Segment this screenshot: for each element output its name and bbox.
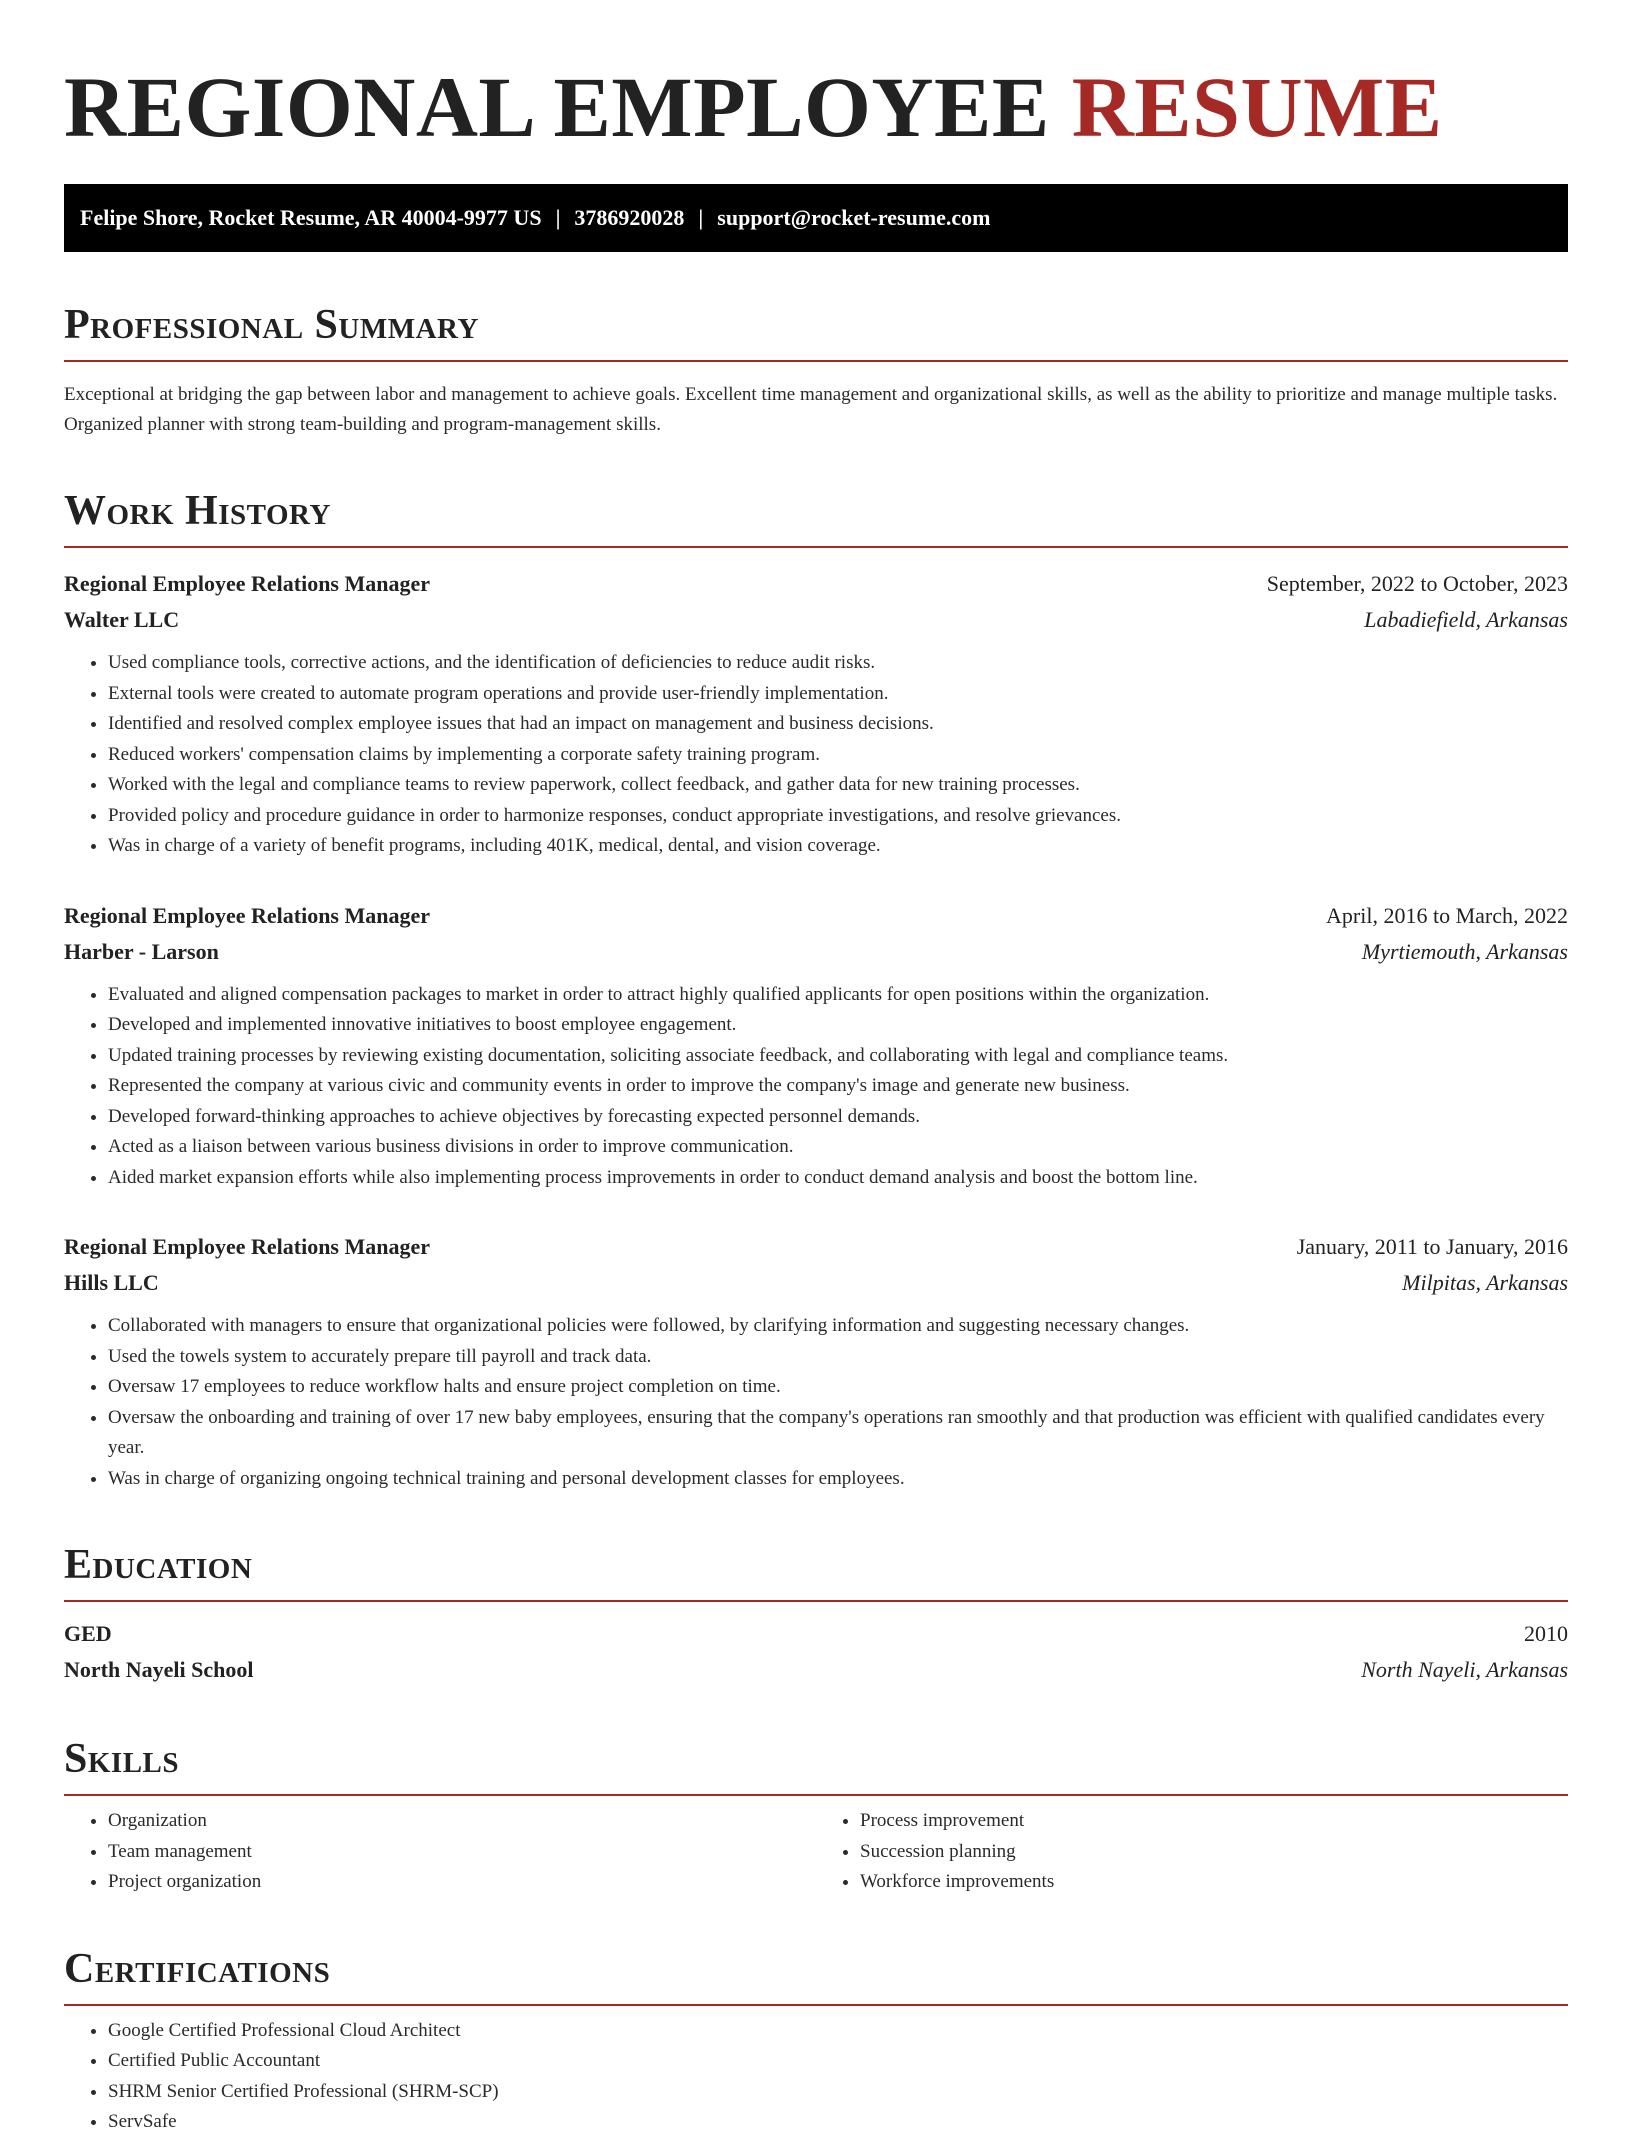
education-year: 2010 bbox=[1524, 1621, 1568, 1646]
education-school-row bbox=[64, 1652, 1568, 1688]
job-company: Walter LLC bbox=[64, 607, 180, 632]
job-title: Regional Employee Relations Manager bbox=[64, 902, 431, 928]
contact-bar bbox=[64, 184, 1568, 252]
job-bullet: • Reduced workers' compensation claims by implementing a corporate safety training program. bbox=[108, 740, 1568, 771]
job-company: Hills LLC bbox=[64, 1270, 159, 1295]
job-company-row bbox=[64, 934, 1568, 970]
skill-item: • Workforce improvements bbox=[860, 1867, 1568, 1898]
certification-item: • ServSafe bbox=[108, 2107, 1568, 2138]
job-bullet: • Developed forward-thinking approaches to achieve objectives by forecasting expected personnel demands. bbox=[108, 1102, 1568, 1133]
job-dates: January, 2011 to January, 2016 bbox=[1296, 1234, 1568, 1259]
section-heading-summary: Professional Summary bbox=[64, 304, 1568, 362]
job-bullet-list bbox=[64, 980, 1568, 1194]
job-bullet-list bbox=[64, 1311, 1568, 1494]
job-bullet: • Represented the company at various civic and community events in order to improve the company's image and generate new business. bbox=[108, 1071, 1568, 1102]
education-degree: GED bbox=[64, 1621, 112, 1646]
job-entry bbox=[64, 898, 1568, 1194]
section-heading-work-history: Work History bbox=[64, 490, 1568, 548]
job-bullet: • Worked with the legal and compliance teams to review paperwork, collect feedback, and gather data for new training processes. bbox=[108, 770, 1568, 801]
skill-item: • Organization bbox=[108, 1806, 816, 1837]
job-bullet: • Was in charge of a variety of benefit programs, including 401K, medical, dental, and vision coverage. bbox=[108, 831, 1568, 862]
job-dates: April, 2016 to March, 2022 bbox=[1326, 902, 1568, 928]
job-bullet: • Used the towels system to accurately prepare till payroll and track data. bbox=[108, 1342, 1568, 1373]
job-title: Regional Employee Relations Manager bbox=[64, 1234, 431, 1259]
job-location: Labadiefield, Arkansas bbox=[1364, 607, 1568, 632]
skills-list-right bbox=[816, 1806, 1568, 1898]
job-header-row bbox=[64, 566, 1568, 602]
job-company-row bbox=[64, 1265, 1568, 1301]
job-bullet: • Used compliance tools, corrective actions, and the identification of deficiencies to reduce audit risks. bbox=[108, 648, 1568, 679]
education-entry bbox=[64, 1616, 1568, 1688]
skills-columns bbox=[64, 1806, 1568, 1898]
job-bullet: • Evaluated and aligned compensation packages to market in order to attract highly qualified applicants for open positions within the organization. bbox=[108, 980, 1568, 1011]
job-bullet: • Collaborated with managers to ensure that organizational policies were followed, by clarifying information and suggesting necessary changes. bbox=[108, 1311, 1568, 1342]
job-entry bbox=[64, 1229, 1568, 1494]
skills-list-left bbox=[64, 1806, 816, 1898]
summary-section bbox=[64, 304, 1568, 440]
job-entry bbox=[64, 566, 1568, 862]
job-location: Milpitas, Arkansas bbox=[1402, 1270, 1568, 1295]
education-school: North Nayeli School bbox=[64, 1657, 254, 1682]
skill-item: • Team management bbox=[108, 1837, 816, 1868]
section-heading-certifications: Certifications bbox=[64, 1948, 1568, 2006]
job-bullet: • Identified and resolved complex employee issues that had an impact on management and business decisions. bbox=[108, 709, 1568, 740]
title-main: REGIONAL EMPLOYEE bbox=[64, 59, 1050, 155]
contact-separator: | bbox=[555, 205, 561, 230]
contact-separator: | bbox=[698, 205, 704, 230]
job-bullet: • Developed and implemented innovative initiatives to boost employee engagement. bbox=[108, 1010, 1568, 1041]
job-header-row bbox=[64, 1229, 1568, 1265]
job-header-row bbox=[64, 898, 1568, 934]
job-bullet: • Oversaw 17 employees to reduce workflow halts and ensure project completion on time. bbox=[108, 1372, 1568, 1403]
contact-phone: 3786920028 bbox=[574, 205, 685, 230]
section-heading-skills: Skills bbox=[64, 1738, 1568, 1796]
certifications-list bbox=[64, 2016, 1568, 2138]
section-heading-education: Education bbox=[64, 1544, 1568, 1602]
job-company: Harber - Larson bbox=[64, 938, 219, 964]
skills-section bbox=[64, 1738, 1568, 1898]
contact-email: support@rocket-resume.com bbox=[717, 205, 991, 230]
job-bullet: • Was in charge of organizing ongoing technical training and personal development classes for employees. bbox=[108, 1464, 1568, 1495]
resume-title bbox=[64, 59, 1568, 155]
certification-item: • Google Certified Professional Cloud Architect bbox=[108, 2016, 1568, 2047]
job-company-row bbox=[64, 602, 1568, 638]
job-bullet: • Updated training processes by reviewing existing documentation, soliciting associate feedback, and collaborating with legal and compliance teams. bbox=[108, 1041, 1568, 1072]
job-bullet: • Acted as a liaison between various business divisions in order to improve communication. bbox=[108, 1132, 1568, 1163]
skill-item: • Process improvement bbox=[860, 1806, 1568, 1837]
contact-address: Felipe Shore, Rocket Resume, AR 40004-9977 US bbox=[80, 205, 542, 230]
certification-item: • SHRM Senior Certified Professional (SHRM-SCP) bbox=[108, 2077, 1568, 2108]
job-location: Myrtiemouth, Arkansas bbox=[1361, 938, 1568, 964]
job-dates: September, 2022 to October, 2023 bbox=[1266, 571, 1568, 596]
education-section bbox=[64, 1544, 1568, 1688]
skill-item: • Project organization bbox=[108, 1867, 816, 1898]
certification-item: • Certified Public Accountant bbox=[108, 2046, 1568, 2077]
education-location: North Nayeli, Arkansas bbox=[1361, 1657, 1568, 1682]
title-accent: RESUME bbox=[1071, 59, 1443, 155]
job-title: Regional Employee Relations Manager bbox=[64, 571, 431, 596]
job-bullet: • External tools were created to automate program operations and provide user-friendly implementation. bbox=[108, 679, 1568, 710]
work-history-section bbox=[64, 490, 1568, 1494]
summary-text: Exceptional at bridging the gap between labor and management to achieve goals. Excellent time management and organizational skills, as well as the ability to prioritize and manage multiple tasks. Organized planner with strong team-building and program-management skills. bbox=[64, 384, 1558, 435]
skill-item: • Succession planning bbox=[860, 1837, 1568, 1868]
job-bullet: • Aided market expansion efforts while also implementing process improvements in order to conduct demand analysis and boost the bottom line. bbox=[108, 1163, 1568, 1194]
job-bullet: • Provided policy and procedure guidance in order to harmonize responses, conduct appropriate investigations, and resolve grievances. bbox=[108, 801, 1568, 832]
certifications-section bbox=[64, 1945, 1568, 2138]
job-bullet: • Oversaw the onboarding and training of over 17 new baby employees, ensuring that the company's operations ran smoothly and that production was efficient with qualified candidates every year. bbox=[108, 1403, 1568, 1464]
job-bullet-list bbox=[64, 648, 1568, 862]
education-degree-row bbox=[64, 1616, 1568, 1652]
